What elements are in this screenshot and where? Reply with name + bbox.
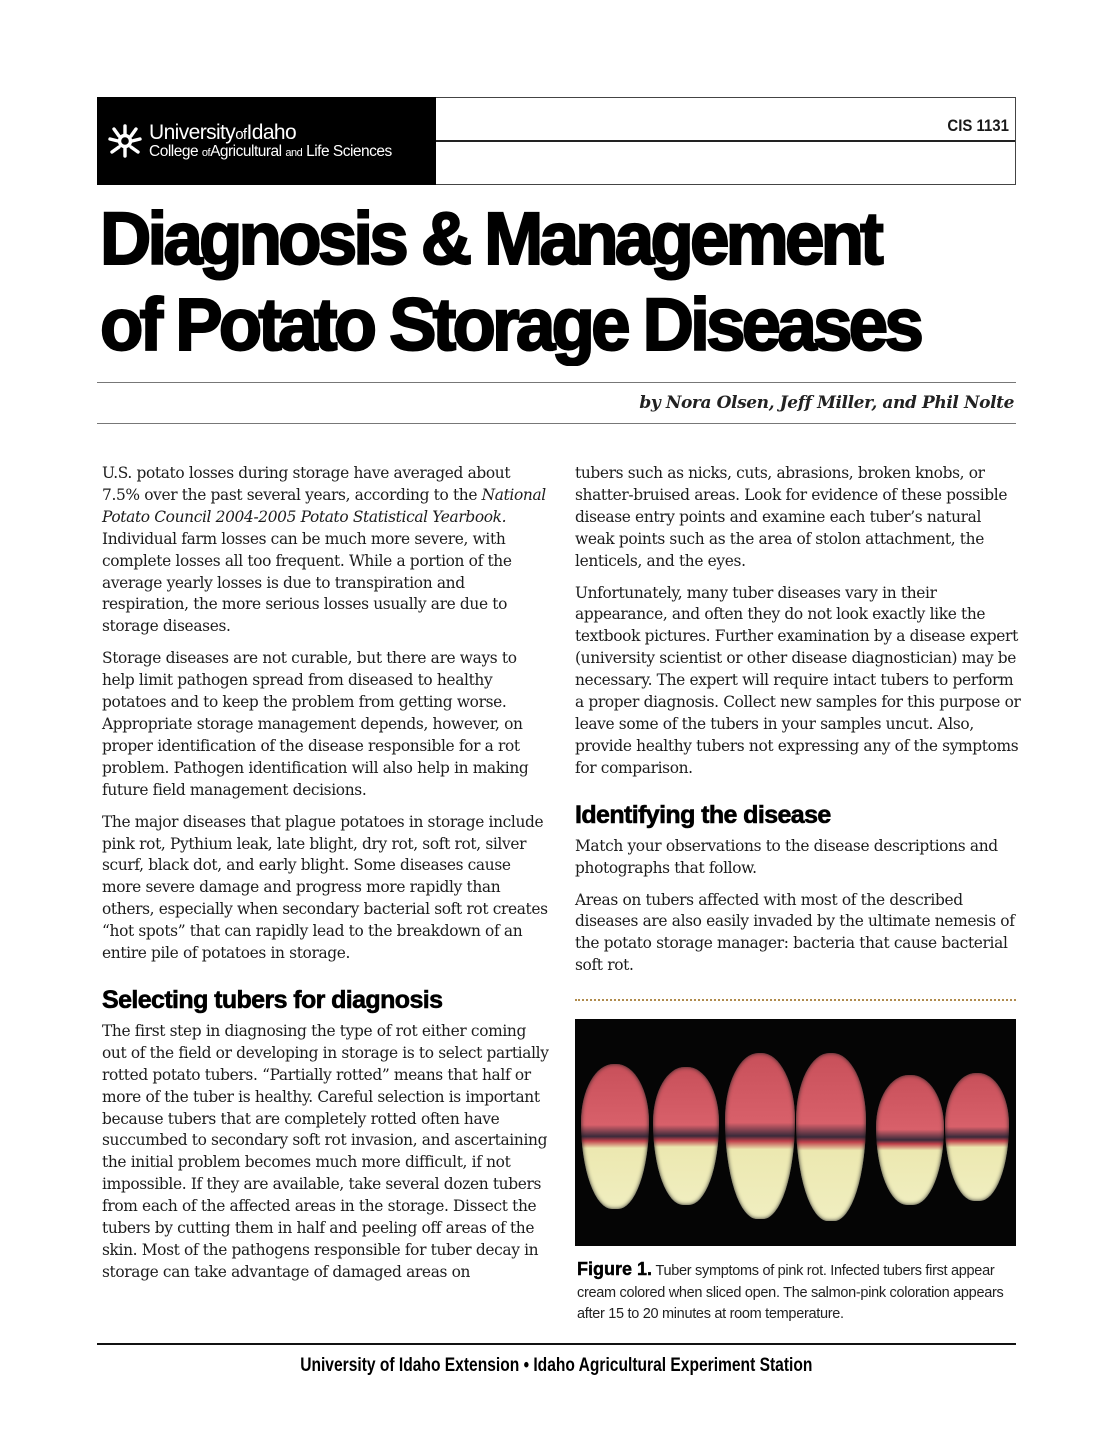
university-logo xyxy=(97,97,436,185)
tuber-slice xyxy=(876,1075,944,1205)
logo-university-name: UniversityofIdaho xyxy=(149,120,297,144)
byline-bottom-rule xyxy=(97,423,1016,424)
tuber-slice xyxy=(581,1064,649,1209)
section-heading-selecting-tubers: Selecting tubers for diagnosis xyxy=(102,985,443,1014)
author-byline: by Nora Olsen, Jeff Miller, and Phil Nolte xyxy=(639,393,1014,413)
document-title: Diagnosis & Management of Potato Storage Diseases xyxy=(100,197,921,366)
section-heading-identifying-disease: Identifying the disease xyxy=(575,800,831,829)
footer-rule xyxy=(97,1343,1016,1345)
sunburst-logo-icon xyxy=(105,121,145,161)
footer-publisher: University of Idaho Extension • Idaho Agricultural Experiment Station xyxy=(300,1355,813,1376)
publication-number: CIS 1131 xyxy=(947,116,1009,135)
paragraph: Unfortunately, many tuber diseases vary in their appearance, and often they do not look exactly like the textbook pictures. Further examination by a disease expert (university scientist or other disease diagnostician) may be necessary. The expert will require intact tubers to perform a proper diagnosis. Collect new samples for this purpose or leave some of the tubers in your samples uncut. Also, provide healthy tubers not expressing any of the symptoms for comparison. xyxy=(575,583,1021,777)
paragraph: tubers such as nicks, cuts, abrasions, broken knobs, or shatter-bruised areas. Look for evidence of these possible disease entry points and examine each tuber’s natural weak points such as the area of stolon attachment, the lenticels, and the eyes. xyxy=(575,464,1008,570)
paragraph: Match your observations to the disease descriptions and photographs that follow. xyxy=(575,836,998,877)
dotted-divider xyxy=(575,999,1016,1001)
yearbook-citation: National Potato Council 2004-2005 Potato Statistical Yearbook. xyxy=(102,485,546,526)
figure-label: Figure 1. xyxy=(577,1259,653,1279)
tuber-slice xyxy=(653,1067,719,1205)
logo-college-name: College ofAgricultural and Life Sciences xyxy=(149,142,392,160)
left-column xyxy=(102,463,550,1294)
pink-rot-tuber-photo xyxy=(575,1019,1016,1246)
paragraph: The major diseases that plague potatoes in storage include pink rot, Pythium leak, late blight, dry rot, soft rot, silver scurf, black dot, and early blight. Some diseases cause more severe damage and progress more rapidly than others, especially when secondary bacterial soft rot creates “hot spots” that can rapidly lead to the breakdown of an entire pile of potatoes in storage. xyxy=(102,812,548,963)
tuber-slice xyxy=(725,1053,795,1219)
masthead xyxy=(97,97,1016,185)
right-column xyxy=(575,463,1023,987)
paragraph: Storage diseases are not curable, but there are ways to help limit pathogen spread from diseased to healthy potatoes and to keep the problem from getting worse. Appropriate storage management depends, however, on proper identification of the disease responsible for a rot problem. Pathogen identification will also help in making future field management decisions. xyxy=(102,649,529,799)
tuber-slice xyxy=(945,1073,1009,1201)
header-blank-row xyxy=(436,142,1015,184)
intro-paragraph: U.S. potato losses during storage have averaged about 7.5% over the past several years, according to the National Potato Council 2004-2005 Potato Statistical Yearbook. Individual farm losses can be much more severe, with complete losses all too frequent. While a portion of the average yearly losses is due to transpiration and respiration, the more serious losses usually are due to storage diseases. xyxy=(102,464,546,636)
figure-caption: Figure 1. Tuber symptoms of pink rot. Infected tubers first appear cream colored when sliced open. The salmon-pink coloration appears after 15 to 20 minutes at room temperature. xyxy=(577,1259,1004,1322)
paragraph: Areas on tubers affected with most of the described diseases are also easily invaded by the ultimate nemesis of the potato storage manager: bacteria that cause bacterial soft rot. xyxy=(575,890,1015,975)
tuber-slice xyxy=(796,1053,866,1221)
paragraph: The first step in diagnosing the type of rot either coming out of the field or developing in storage is to select partially rotted potato tubers. “Partially rotted” means that half or more of the tuber is healthy. Careful selection is important because tubers that are completely rotted often have succumbed to secondary soft rot invasion, and ascertaining the initial problem becomes much more difficult, if not impossible. If they are available, take several dozen tubers from each of the affected areas in the storage. Dissect the tubers by cutting them in half and peeling off areas of the skin. Most of the pathogens responsible for tuber decay in storage can take advantage of damaged areas on xyxy=(102,1021,549,1281)
byline-top-rule xyxy=(97,382,1016,383)
header-info-box xyxy=(436,97,1016,185)
